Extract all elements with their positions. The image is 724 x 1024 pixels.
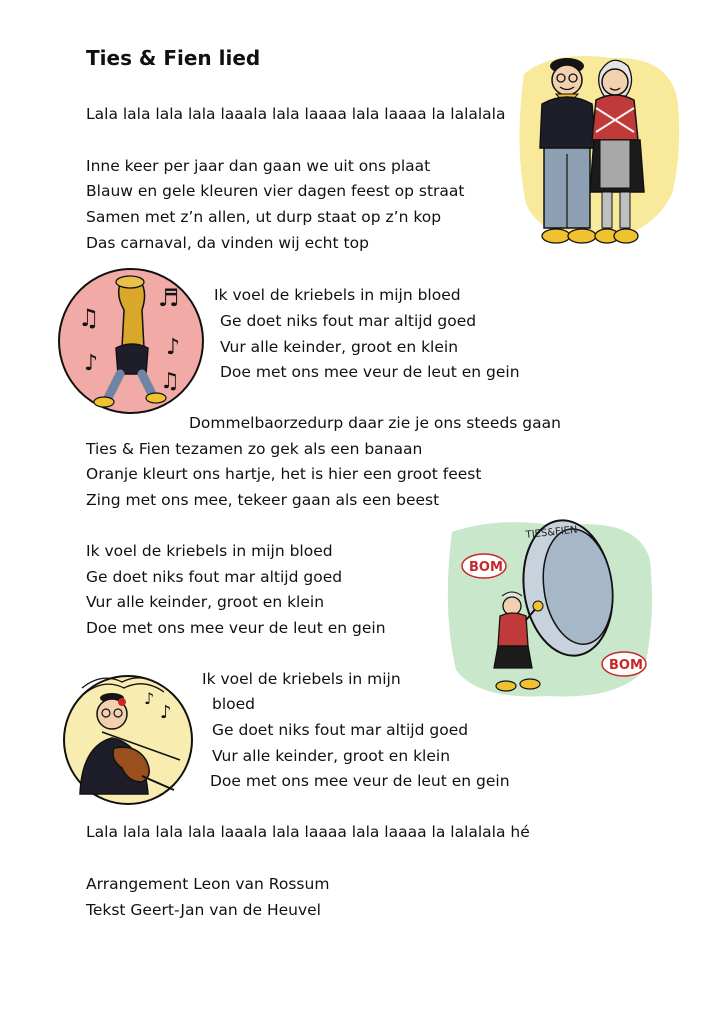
outro-line: Lala lala lala lala laaala lala laaaa lala laaaa la lalalala hé [86, 823, 530, 841]
verse2-line-3: Oranje kleurt ons hartje, het is hier een groot feest [86, 465, 482, 483]
intro-line: Lala lala lala lala laaala lala laaaa lala laaaa la lalalala [86, 105, 506, 123]
chorus3-line-2: bloed [212, 695, 256, 713]
chorus2-line-4: Doe met ons mee veur de leut en gein [86, 619, 386, 637]
chorus2-line-1: Ik voel de kriebels in mijn bloed [86, 542, 333, 560]
drummer-illustration [438, 510, 658, 702]
chorus2-line-3: Vur alle keinder, groot en klein [86, 593, 325, 611]
bom-text-2: BOM [609, 658, 643, 673]
verse2-line-4: Zing met ons mee, tekeer gaan als een beest [86, 491, 440, 509]
couple-illustration [512, 44, 684, 254]
chorus1-line-3: Vur alle keinder, groot en klein [220, 338, 459, 356]
chorus2-line-2: Ge doet niks fout mar altijd goed [86, 568, 343, 586]
credit-lyrics: Tekst Geert-Jan van de Heuvel [86, 901, 321, 919]
verse1-line-4: Das carnaval, da vinden wij echt top [86, 234, 369, 252]
chorus3-line-5: Doe met ons mee veur de leut en gein [210, 772, 510, 790]
verse2-line-2: Ties & Fien tezamen zo gek als een banaan [86, 440, 423, 458]
chorus3-line-3: Ge doet niks fout mar altijd goed [212, 721, 469, 739]
svg-text:♫: ♫ [160, 369, 180, 394]
verse1-line-1: Inne keer per jaar dan gaan we uit ons plaat [86, 157, 431, 175]
svg-text:♬: ♬ [158, 284, 180, 312]
violinist-illustration [62, 664, 196, 814]
credit-arrangement: Arrangement Leon van Rossum [86, 875, 330, 893]
verse2-line-1: Dommelbaorzedurp daar zie je ons steeds gaan [189, 414, 561, 432]
svg-text:♪: ♪ [84, 351, 99, 376]
chorus3-line-4: Vur alle keinder, groot en klein [212, 747, 451, 765]
svg-text:♫: ♫ [78, 304, 100, 332]
chorus1-line-4: Doe met ons mee veur de leut en gein [220, 363, 520, 381]
tuba-player-illustration [56, 266, 206, 416]
svg-text:♪: ♪ [144, 689, 155, 708]
verse1-line-2: Blauw en gele kleuren vier dagen feest op straat [86, 182, 465, 200]
drum-label: TIES&FIEN [525, 524, 579, 541]
verse1-line-3: Samen met z’n allen, ut durp staat op z’n kop [86, 208, 442, 226]
page-title: Ties & Fien lied [86, 46, 261, 70]
chorus1-line-1: Ik voel de kriebels in mijn bloed [214, 286, 461, 304]
svg-text:♪: ♪ [166, 335, 181, 360]
chorus1-line-2: Ge doet niks fout mar altijd goed [220, 312, 477, 330]
svg-text:♪: ♪ [160, 702, 172, 723]
chorus3-line-1: Ik voel de kriebels in mijn [202, 670, 401, 688]
bom-text-1: BOM [469, 560, 503, 575]
